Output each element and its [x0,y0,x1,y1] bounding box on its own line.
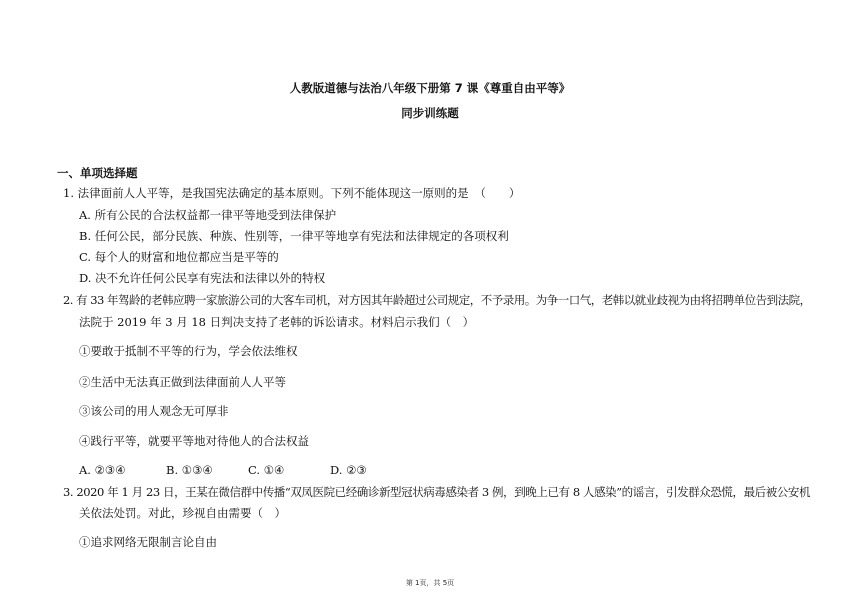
question-2-choice-c: C. ①④ [248,463,285,477]
question-1-stem: 1. 法律面前人人平等，是我国宪法确定的基本原则。下列不能体现这一原则的是 （ ） [63,186,521,200]
document-title: 人教版道德与法治八年级下册第 7 课《尊重自由平等》 [289,81,571,95]
question-3-statement-1: ①追求网络无限制言论自由 [79,535,217,549]
question-2-statement-4: ④践行平等，就要平等地对待他人的合法权益 [79,434,309,448]
question-2-stem-line-2: 法院于 2019 年 3 月 18 日判决支持了老韩的诉讼请求。材料启示我们（ ） [79,315,475,329]
page-footer: 第 1页，共 5页 [405,579,455,587]
question-2-choice-a: A. ②③④ [79,463,126,477]
question-2-choices [79,463,367,477]
question-2-choice-b: B. ①③④ [166,463,213,477]
question-1-option-a: A. 所有公民的合法权益都一律平等地受到法律保护 [79,208,337,222]
question-2-statement-1: ①要敢于抵制不平等的行为，学会依法维权 [79,344,298,358]
question-2-statement-3: ③该公司的用人观念无可厚非 [79,404,229,418]
question-3-stem-line-1: 3. 2020 年 1 月 23 日，王某在微信群中传播“双凤医院已经确诊新型冠状病毒感染者 3 例，到晚上已有 8 人感染”的谣言，引发群众恐慌，最后被公安机 [63,485,811,499]
question-1-option-b: B. 任何公民，部分民族、种族、性别等，一律平等地享有宪法和法律规定的各项权利 [79,229,509,243]
question-2-statement-2: ②生活中无法真正做到法律面前人人平等 [79,375,286,389]
question-3-stem-line-2: 关依法处罚。对此，珍视自由需要（ ） [79,506,286,520]
question-2-choice-d: D. ②③ [330,463,367,477]
question-2-stem-line-1: 2. 有 33 年驾龄的老韩应聘一家旅游公司的大客车司机，对方因其年龄超过公司规定，不予录用。为争一口气，老韩以就业歧视为由将招聘单位告到法院， [63,293,811,307]
question-1-option-d: D. 决不允许任何公民享有宪法和法律以外的特权 [79,271,326,285]
section-heading: 一、单项选择题 [57,166,138,180]
question-1-option-c: C. 每个人的财富和地位都应当是平等的 [79,250,279,264]
document-subtitle: 同步训练题 [401,106,459,120]
